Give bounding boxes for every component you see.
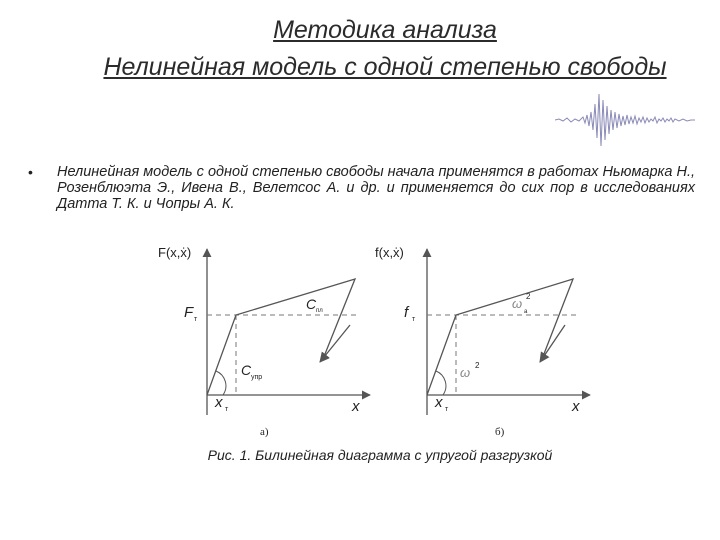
figure-caption: Рис. 1. Билинейная диаграмма с упругой разгрузкой — [207, 447, 553, 463]
left-angle-arc — [216, 371, 226, 395]
right-yield-force-label: f — [404, 304, 409, 321]
body-paragraph: Нелинейная модель с одной степенью свободы начала применятся в работах Ньюмарка Н., Розенблюэта Э., Ивена В., Велетсос А. и др. и применяется до сих пор в исследованиях Датта Т. К. и Чопры А. К. — [57, 164, 695, 212]
right-x-axis-label: x — [572, 398, 580, 415]
bullet-marker: • — [28, 164, 33, 180]
seismogram-icon — [555, 90, 695, 150]
right-yield-force-sub: т — [412, 316, 416, 323]
slide-title-line1: Методика анализа — [273, 16, 497, 44]
right-hysteresis-loop — [427, 279, 573, 395]
right-angle-arc — [436, 371, 446, 395]
right-yield-disp-sub: т — [445, 406, 449, 413]
slide-title-line2: Нелинейная модель с одной степенью свободы — [103, 53, 667, 81]
left-panel-label: а) — [260, 426, 269, 438]
left-y-axis-label: F(x,ẋ) — [158, 245, 192, 260]
left-elastic-stiffness-label: C — [241, 362, 252, 378]
left-yield-disp-sub: т — [225, 406, 229, 413]
right-y-axis-label: f(x,ẋ) — [375, 245, 404, 260]
bilinear-diagram-figure — [140, 235, 610, 445]
left-yield-force-label: F — [184, 304, 194, 321]
left-plastic-stiffness-sub: пл — [316, 308, 323, 314]
right-elastic-stiffness-sup: 2 — [475, 361, 480, 370]
left-elastic-stiffness-sub: упр — [251, 374, 263, 381]
right-elastic-stiffness-label: ω — [460, 365, 471, 380]
diagram-left — [207, 249, 370, 415]
right-yield-disp-label: x — [435, 394, 443, 411]
diagram-right — [427, 249, 590, 415]
left-hysteresis-loop — [207, 279, 355, 395]
right-panel-label: б) — [495, 426, 505, 438]
left-yield-force-sub: т — [194, 316, 198, 323]
right-plastic-stiffness-label: ω — [512, 296, 523, 311]
right-plastic-stiffness-sup: 2 — [526, 292, 531, 301]
left-yield-disp-label: x — [215, 394, 223, 411]
left-x-axis-label: x — [352, 398, 360, 415]
left-plastic-stiffness-label: C — [306, 296, 317, 312]
right-plastic-stiffness-sub: а — [524, 309, 528, 315]
